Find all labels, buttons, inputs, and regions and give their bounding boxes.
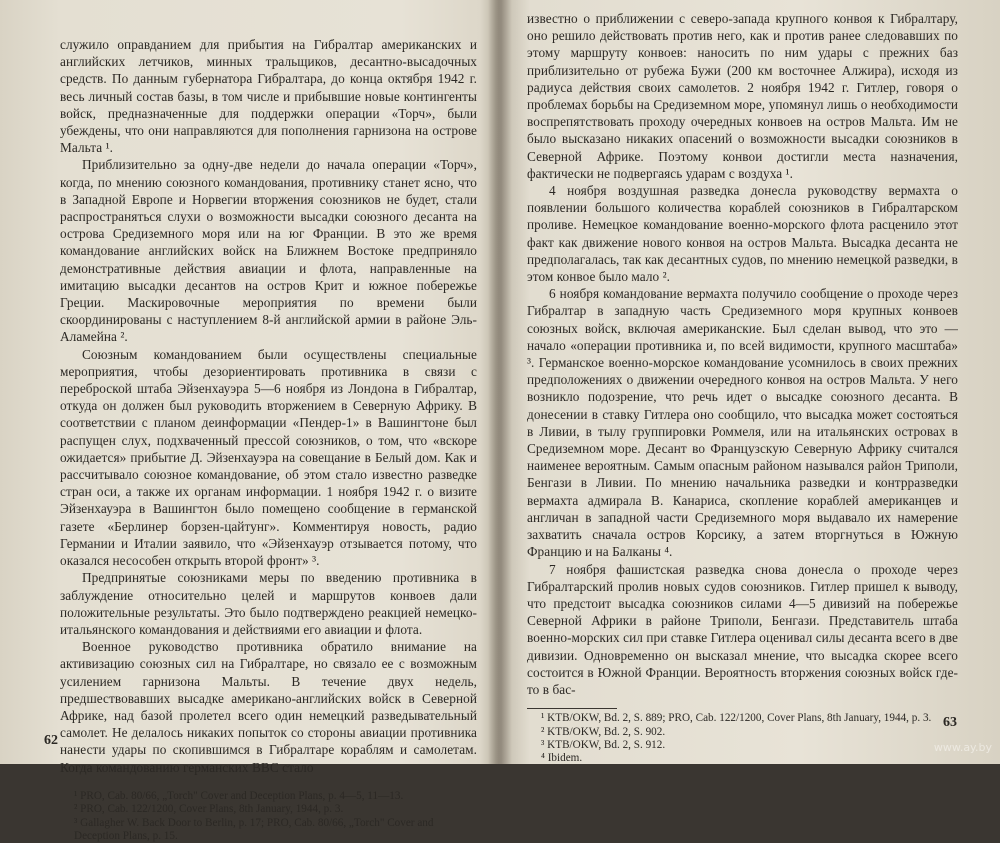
paragraph: 7 ноября фашистская разведка снова донесла о проходе через Гибралтарский пролив новых судов союзников. Гитлер пришел к выводу, что предстоит высадка союзников силами 4—5 дивизий на побережье Северной Африки в районе Триполи, Бенгази. Представитель штаба военно-морских сил при ставке Гитлера оценивал силы десанта всего в две дивизии. Одновременно он высказал мнение, что высадка скорее всего состоится в Южной Франции. Вероятность вторжения союзных войск где-то в бас- <box>527 561 958 697</box>
paragraph: Военное руководство противника обратило внимание на активизацию союзных сил на Гибралтаре, но связало ее с возможным усилением гарнизона Мальты. В течение двух недель, предшествовавших высадке американо-английских войск в Северной Африке, над базой пролетел всего один немецкий разведывательный самолет. Не делалось никаких попыток со стороны авиации противника нанести удары по скопившимся в Гибралтаре кораблям и самолетам. Когда командованию германских ВВС стало <box>60 639 477 775</box>
book-gutter <box>488 0 512 764</box>
footnote: ² PRO, Cab. 122/1200, Cover Plans, 8th January, 1944, p. 3. <box>74 803 344 816</box>
footnote: ³ Gallagher W. Back Door to Berlin, p. 17; PRO, Cab. 80/66, „Torch" Cover and Deception Plans, p. 15. <box>74 816 434 842</box>
paragraph: Приблизительно за одну-две недели до начала операции «Торч», когда, по мнению союзного командования, противнику станет ясно, что в Западной Европе и Норвегии вторжения союзников не будет, стали распространяться слухи о возможности высадки союзного десанта на острова Средиземного моря или на юг Франции. В это же время командование английских войск на Ближнем Востоке предприняло демонстративные действия авиации и флота, направленные на имитацию высадки десантов на остров Крит и южное побережье Греции. Маскировочные мероприятия по времени были скоординированы с наступлением 8-й английской армии в районе Эль-Аламейна ². <box>60 157 477 345</box>
footnote: ³ KTB/OKW, Bd. 2, S. 912. <box>541 738 666 751</box>
footnote-divider <box>527 708 617 709</box>
footnote: ¹ KTB/OKW, Bd. 2, S. 889; PRO, Cab. 122/1200, Cover Plans, 8th January, 1944, p. 3. <box>541 712 932 725</box>
right-page <box>505 0 1000 764</box>
paragraph: служило оправданием для прибытия на Гибралтар американских и английских летчиков, минных тральщиков, десантно-высадочных средств. По данным губернатора Гибралтара, до конца октября 1942 г. весь личный состав базы, в том числе и прибывшие новые контингенты войск, предназначенные для поддержки операции «Торч», были убеждены, что они направляются для пополнения гарнизона на острове Мальта ¹. <box>60 37 477 156</box>
left-page <box>0 0 495 842</box>
page-number-left: 62 <box>44 733 58 748</box>
page-number-right: 63 <box>943 715 957 730</box>
footnote: ¹ PRO, Cab. 80/66, „Torch" Cover and Deception Plans, p. 4—5, 11—13. <box>74 789 404 802</box>
paragraph: известно о приближении с северо-запада крупного конвоя к Гибралтару, оно решило действовать против него, как и против ранее следовавших по этому маршруту конвоев: наносить по ним удары с прежних баз приблизительно от рубежа Бужи (200 км восточнее Алжира), исходя из радиуса действия своих самолетов. 2 ноября 1942 г. Гитлер, говоря о проблемах борьбы на Средиземном море, упомянул лишь о необходимости воспрепятствовать проходу очередных конвоев на остров Мальта. Им не было высказано никаких опасений о возможности высадки союзников в Северной Африке. Поэтому конвои достигли места назначения, фактически не подвергаясь ударам с воздуха ¹. <box>527 11 958 181</box>
footnote: ⁴ Ibidem. <box>541 752 583 765</box>
paragraph: 6 ноября командование вермахта получило сообщение о проходе через Гибралтар в западную часть Средиземного моря крупных конвоев союзных войск, включая американские. Был сделан вывод, что это — начало «операции противника и, по всей видимости, крупного масштаба» ³. Германское военно-морское командование усомнилось в своих прежних предположениях о движении очередного конвоя на остров Мальта. У него возникло подозрение, что речь идет о высадке союзного десанта. В донесении в ставку Гитлера оно сообщило, что высадка может состояться в Ливии, в тылу группировки Роммеля, или на итальянских островах в Средиземном море. Десант во Французскую Северную Африку считался наименее вероятным. Самым опасным районом назывался район Триполи, Бенгази в Ливии. По мнению начальника разведки и контрразведки вермахта адмирала В. Канариса, скопление кораблей американцев и англичан в западной части Средиземного моря выдавало их намерение захватить сначала остров Корсику, а затем вторгнуться в Южную Францию и на Балканы ⁴. <box>527 286 958 560</box>
paragraph: Союзным командованием были осуществлены специальные мероприятия, чтобы дезориентировать противника в связи с переброской штаба Эйзенхауэра 5—6 ноября из Лондона в Гибралтар, откуда он должен был руководить вторжением в Северную Африку. В соответствии с планом деинформации «Пендер-1» в Вашингтоне был распущен слух, подхваченный прессой союзников, о том, что «вскоре ожидается» прибытие Д. Эйзенхауэра на совещание в Белый дом. Как и рассчитывало союзное командование, об этом стало известно разведке стран оси, а также их органам информации. 1 ноября 1942 г. о визите Эйзенхауэра в Вашингтон было помещено сообщение в германской газете «Берлинер борзен-цайтунг». Комментируя новость, радио Германии и Италии заявило, что «Эйзенхауэр отзывается потому, что оказался несособен открыть второй фронт» ³. <box>60 346 477 569</box>
paragraph: Предпринятые союзниками меры по введению противника в заблуждение относительно целей и маршрутов конвоев дали положительные результаты. Это было подтверждено реакцией немецко-итальянского командования и действиями его авиации и флота. <box>60 570 477 637</box>
watermark: www.ay.by <box>933 741 992 754</box>
footnote-divider <box>60 786 150 787</box>
paragraph: 4 ноября воздушная разведка донесла руководству вермахта о появлении большого количества кораблей союзников в Гибралтарском проливе. Немецкое командование военно-морского флота расценило этот факт как движение нового конвоя на остров Мальта. Высадка десанта не предполагалась, так как десантных судов, по мнению немецкой разведки, в этом конвое было мало ². <box>527 183 958 285</box>
footnote: ² KTB/OKW, Bd. 2, S. 902. <box>541 725 666 738</box>
